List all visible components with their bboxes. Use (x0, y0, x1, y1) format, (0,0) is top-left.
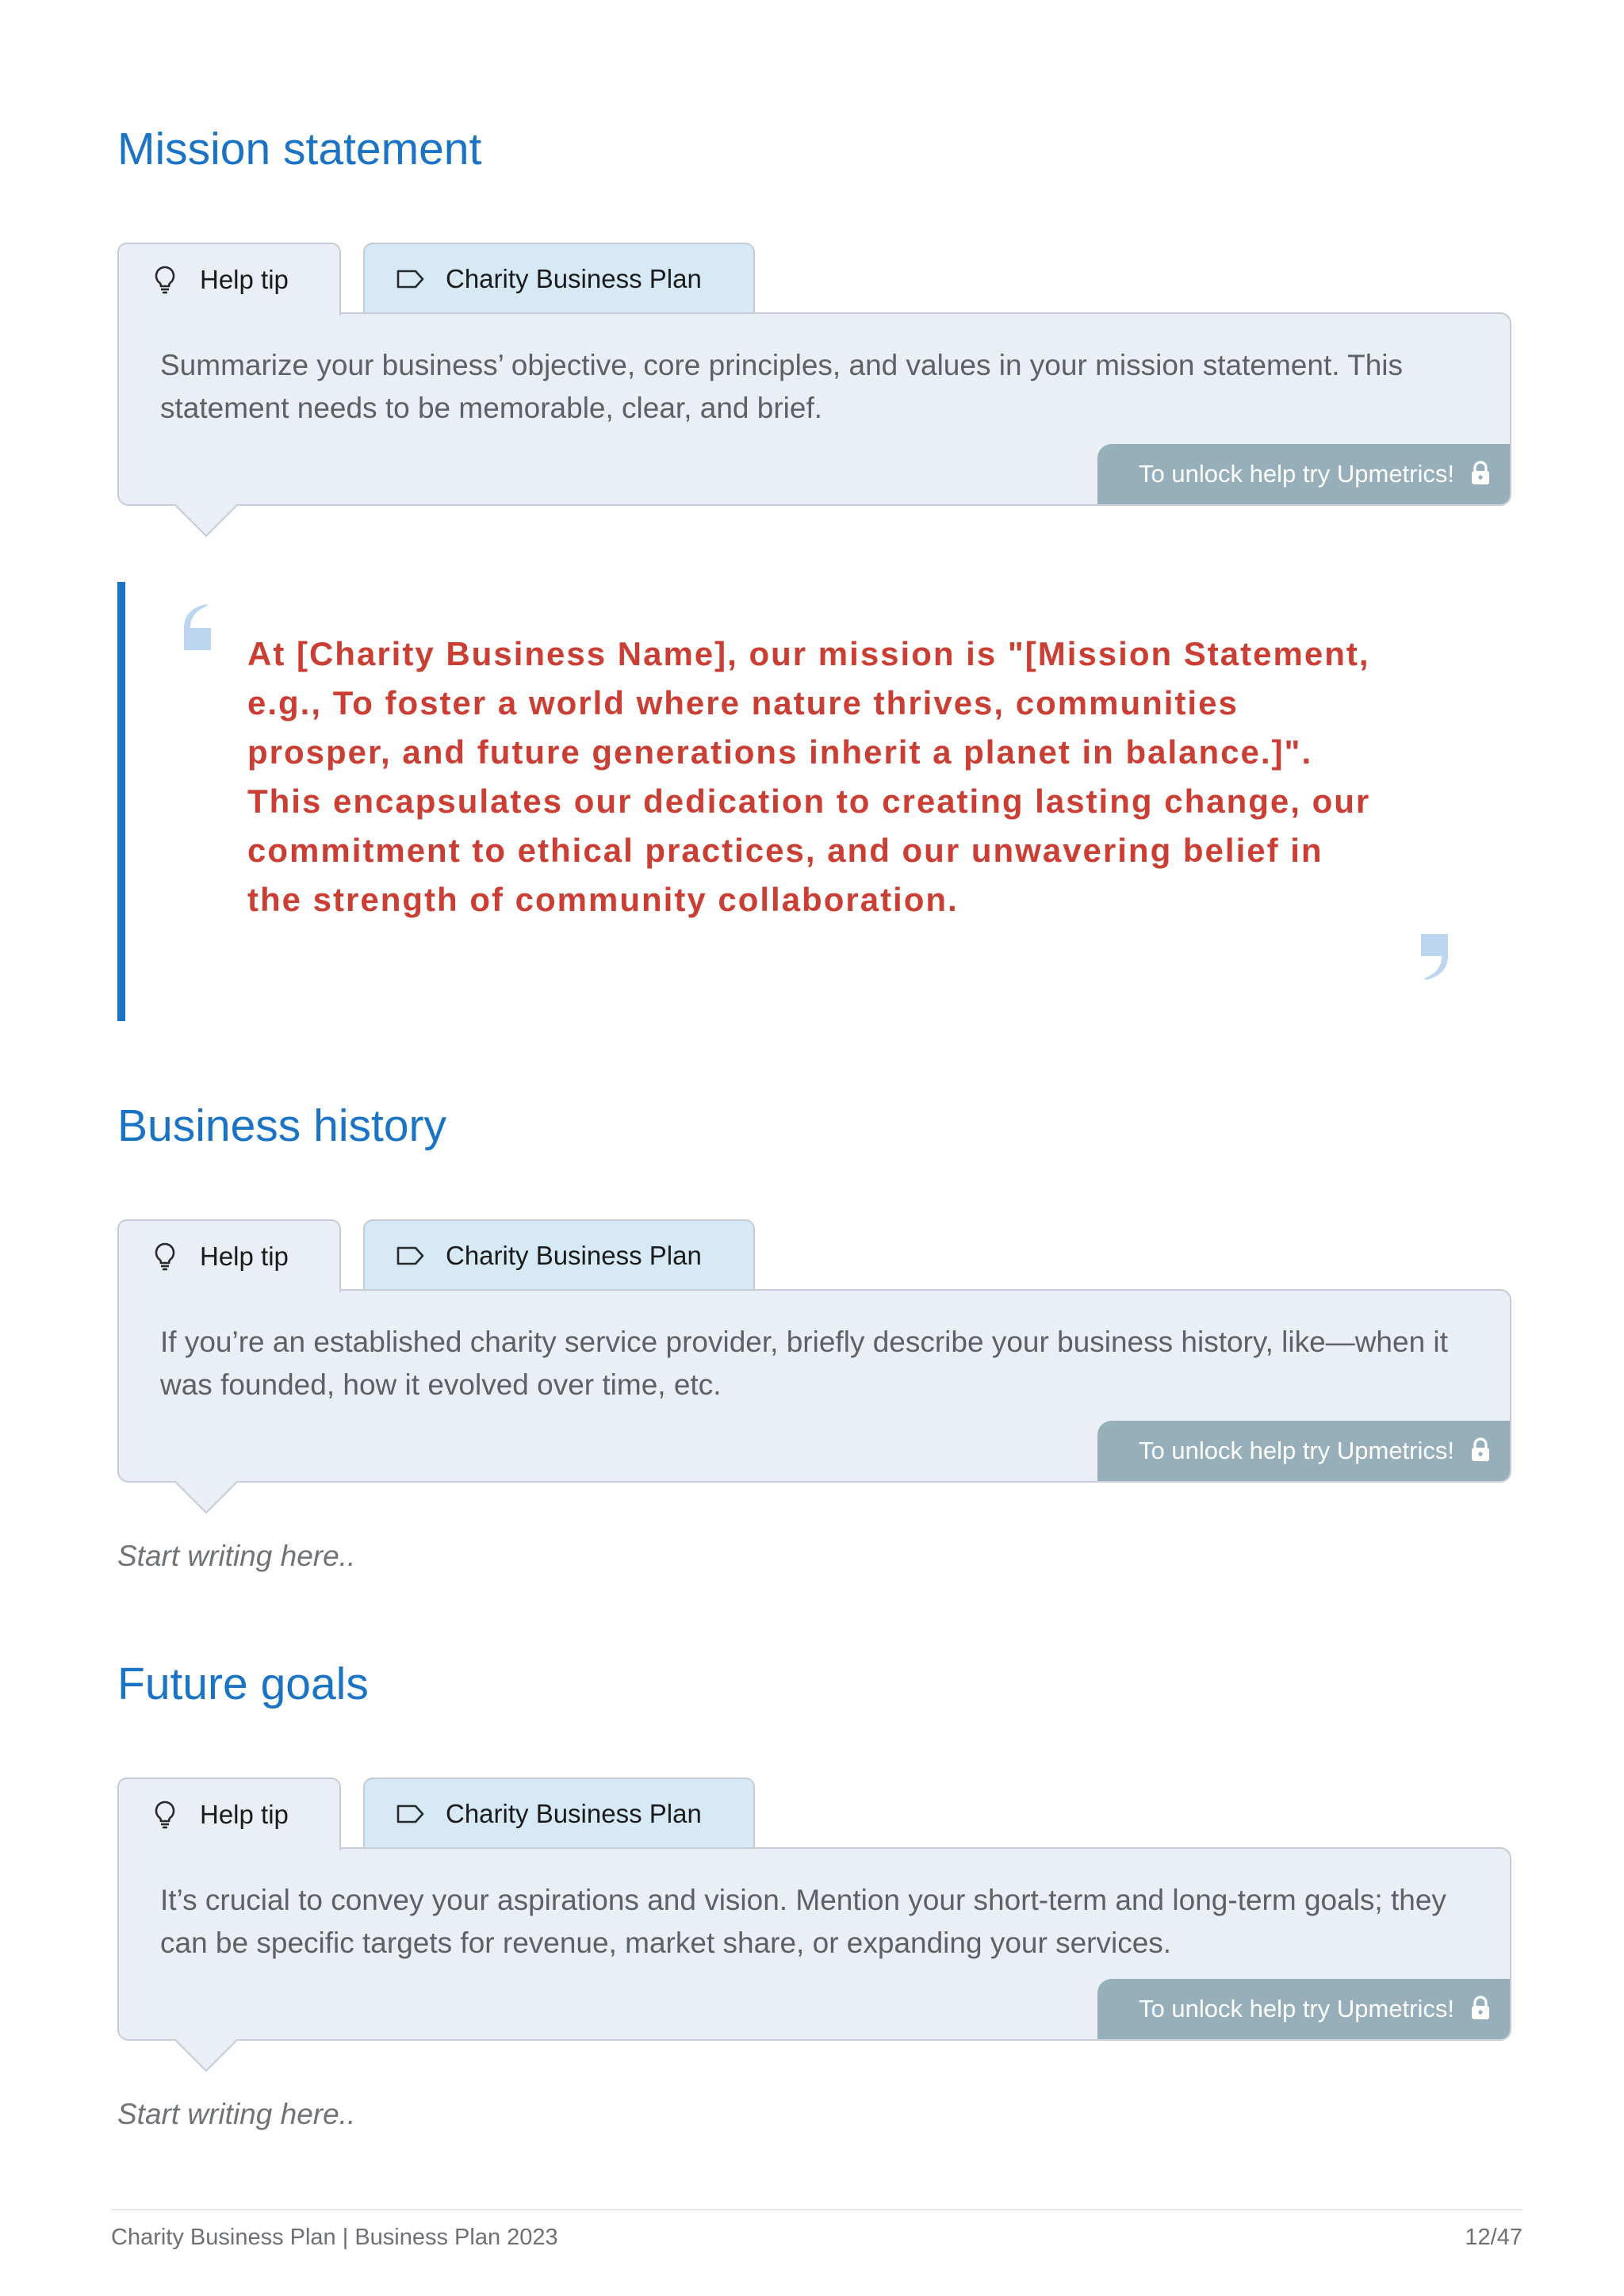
section-title-future-goals: Future goals (117, 1659, 369, 1709)
help-tip-tab[interactable] (117, 1777, 341, 1850)
writing-placeholder[interactable]: Start writing here.. (117, 1540, 356, 1572)
unlock-label: To unlock help try Upmetrics! (1139, 1437, 1454, 1464)
lightbulb-icon (149, 1799, 181, 1831)
help-tip-box-history (117, 1219, 1511, 1514)
help-tip-label: Help tip (200, 1242, 289, 1271)
help-tip-tab[interactable] (117, 1219, 341, 1292)
unlock-upmetrics-button[interactable] (1097, 1979, 1510, 2039)
help-tip-label: Help tip (200, 265, 289, 294)
lock-icon (1470, 461, 1494, 488)
category-tab-label: Charity Business Plan (446, 1241, 702, 1270)
lightbulb-icon (149, 1241, 181, 1272)
open-quote-icon (179, 604, 213, 652)
writing-placeholder[interactable]: Start writing here.. (117, 2098, 356, 2130)
speech-tail (174, 2039, 238, 2072)
footer-divider (111, 2209, 1522, 2210)
unlock-upmetrics-button[interactable] (1097, 444, 1510, 504)
mission-quote-text: At [Charity Business Name], our mission is "[Mission Statement, e.g., To foster a world where nature thrives, communities prosper, and future generations inherit a planet in balance.]". This encapsulates our dedication to creating lasting change, our commitment to ethical practices, and our unwavering belief in the strength of community collaboration. (247, 635, 1371, 918)
help-tip-panel (117, 1847, 1511, 2041)
speech-tail (174, 1481, 238, 1514)
unlock-label: To unlock help try Upmetrics! (1139, 460, 1454, 488)
section-title-business-history: Business history (117, 1100, 447, 1151)
tag-icon (395, 1240, 427, 1272)
quote-accent-bar (117, 582, 125, 1021)
category-tab-label: Charity Business Plan (446, 1799, 702, 1828)
unlock-upmetrics-button[interactable] (1097, 1421, 1510, 1481)
tag-icon (395, 263, 427, 295)
lock-icon (1470, 1437, 1494, 1464)
help-tip-box-mission (117, 243, 1511, 538)
page-number: 12/47 (1465, 2225, 1522, 2250)
close-quote-icon (1419, 932, 1453, 980)
tag-icon (395, 1798, 427, 1830)
category-tab-label: Charity Business Plan (446, 264, 702, 293)
category-tab[interactable] (363, 1777, 755, 1849)
lightbulb-icon (149, 264, 181, 296)
help-tip-panel (117, 1289, 1511, 1483)
category-tab[interactable] (363, 243, 755, 314)
help-tip-text: It’s crucial to convey your aspirations and vision. Mention your short-term and long-term goals; they can be specific targets for revenue, market share, or expanding your services. (160, 1884, 1446, 1959)
unlock-label: To unlock help try Upmetrics! (1139, 1995, 1454, 2022)
section-title-mission: Mission statement (117, 124, 482, 174)
help-tip-tab[interactable] (117, 243, 341, 316)
footer-document-title: Charity Business Plan | Business Plan 2023 (111, 2225, 558, 2250)
help-tip-panel (117, 312, 1511, 506)
lock-icon (1470, 1996, 1494, 2022)
speech-tail (174, 504, 238, 538)
help-tip-text: Summarize your business’ objective, core principles, and values in your mission statement. This statement needs to be memorable, clear, and brief. (160, 349, 1404, 424)
category-tab[interactable] (363, 1219, 755, 1291)
help-tip-text: If you’re an established charity service provider, briefly describe your business history, like—when it was founded, how it evolved over time, etc. (160, 1326, 1448, 1401)
help-tip-label: Help tip (200, 1800, 289, 1829)
mission-quote-block (117, 582, 1511, 1021)
help-tip-box-goals (117, 1777, 1511, 2072)
